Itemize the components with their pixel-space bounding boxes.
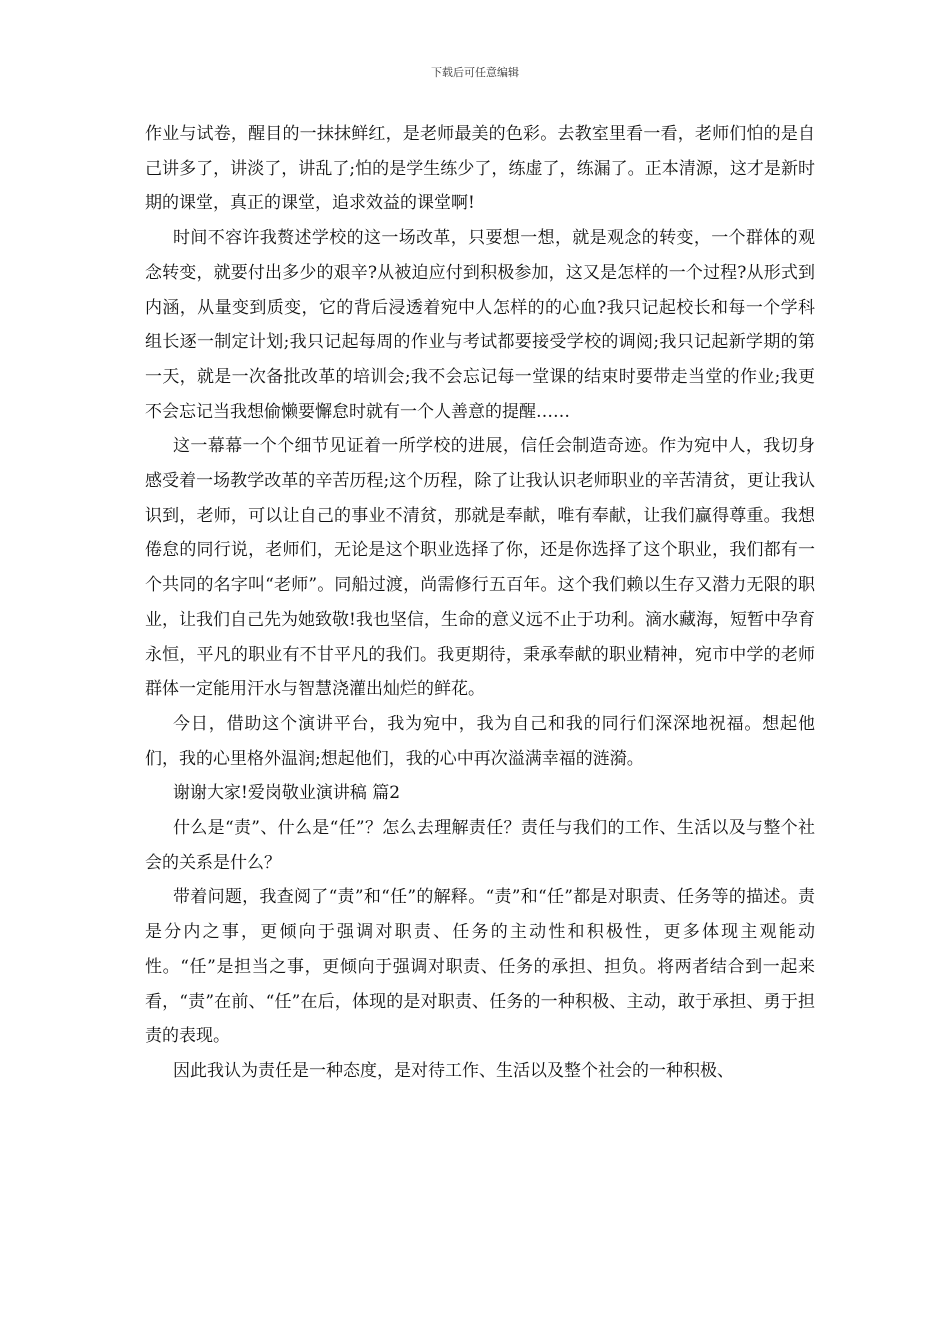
document-body	[145, 117, 815, 1089]
paragraph: 什么是“责”、什么是“任”？怎么去理解责任？责任与我们的工作、生活以及与整个社会的关系是什么？	[145, 818, 815, 873]
paragraph: 作业与试卷，醒目的一抹抹鲜红，是老师最美的色彩。去教室里看一看，老师们怕的是自己讲多了，讲淡了，讲乱了;怕的是学生练少了，练虚了，练漏了。正本清源，这才是新时期的课堂，真正的课堂，追求效益的课堂啊!	[145, 124, 815, 214]
paragraph: 今日，借助这个演讲平台，我为宛中，我为自己和我的同行们深深地祝福。想起他们，我的心里格外温润;想起他们，我的心中再次溢满幸福的涟漪。	[145, 713, 815, 769]
section-heading: 谢谢大家!爱岗敬业演讲稿 篇2	[173, 783, 401, 804]
paragraph: 带着问题，我查阅了“责”和“任”的解释。“责”和“任”都是对职责、任务等的描述。责是分内之事，更倾向于强调对职责、任务的主动性和积极性，更多体现主观能动性。“任”是担当之事，更倾向于强调对职责、任务的承担、担负。将两者结合到一起来看，“责”在前、“任”在后，体现的是对职责、任务的一种积极、主动，敢于承担、勇于担责的表现。	[145, 887, 815, 1047]
page-header: 下载后可任意编辑	[431, 66, 519, 79]
paragraph: 时间不容许我赘述学校的这一场改革，只要想一想，就是观念的转变，一个群体的观念转变，就要付出多少的艰辛?从被迫应付到积极参加，这又是怎样的一个过程?从形式到内涵，从量变到质变，它的背后浸透着宛中人怎样的的心血?我只记起校长和每一个学科组长逐一制定计划;我只记起每周的作业与考试都要接受学校的调阅;我只记起新学期的第一天，就是一次备批改革的培训会;我不会忘记每一堂课的结束时要带走当堂的作业;我更不会忘记当我想偷懒要懈怠时就有一个人善意的提醒……	[145, 228, 815, 422]
paragraph: 这一幕幕一个个细节见证着一所学校的进展，信任会制造奇迹。作为宛中人，我切身感受着一场教学改革的辛苦历程;这个历程，除了让我认识老师职业的辛苦清贫，更让我认识到，老师，可以让自己的事业不清贫，那就是奉献，唯有奉献，让我们赢得尊重。我想倦怠的同行说，老师们，无论是这个职业选择了你，还是你选择了这个职业，我们都有一个共同的名字叫“老师”。同船过渡，尚需修行五百年。这个我们赖以生存又潜力无限的职业，让我们自己先为她致敬!我也坚信，生命的意义远不止于功利。滴水藏海，短暂中孕育永恒，平凡的职业有不甘平凡的我们。我更期待，秉承奉献的职业精神，宛市中学的老师群体一定能用汗水与智慧浇灌出灿烂的鲜花。	[145, 436, 815, 700]
paragraph: 因此我认为责任是一种态度，是对待工作、生活以及整个社会的一种积极、	[173, 1060, 734, 1081]
